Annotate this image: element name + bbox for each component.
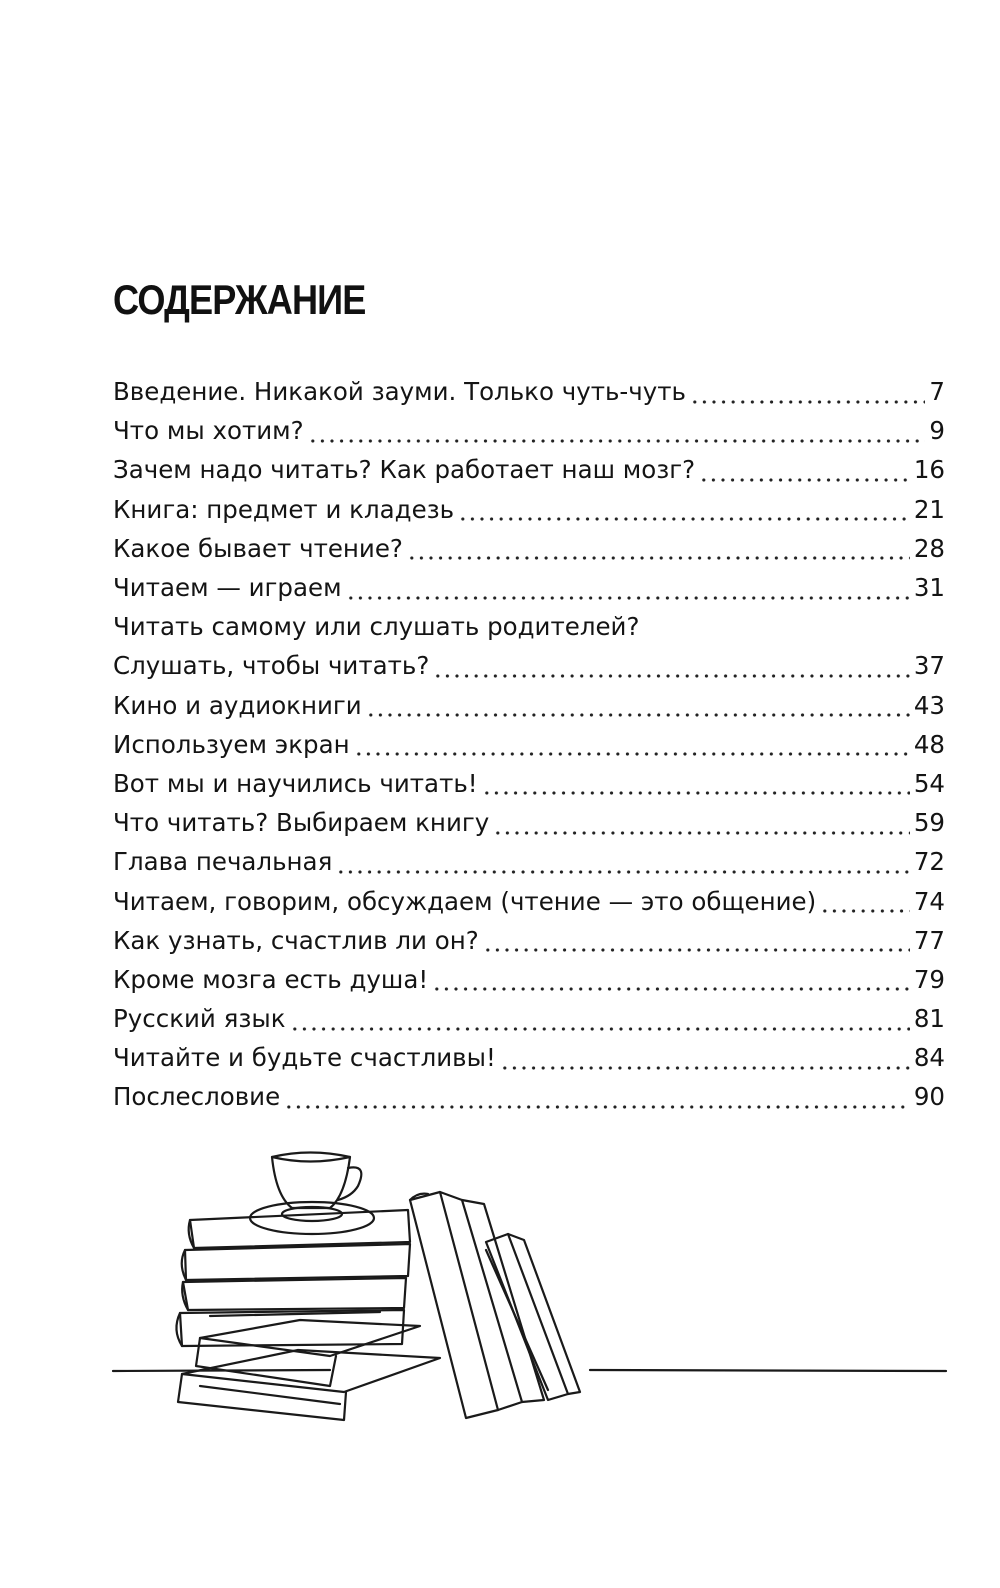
toc-entry xyxy=(113,921,945,960)
leaning-books-icon xyxy=(410,1192,580,1418)
toc-entry-title: Слушать, чтобы читать? xyxy=(113,651,430,681)
toc-entry-title: Читаем — играем xyxy=(113,573,342,603)
toc-leader-dots xyxy=(284,1085,910,1109)
toc-leader-dots xyxy=(690,380,925,404)
toc-entry-title: Кроме мозга есть душа! xyxy=(113,964,429,994)
toc-entry xyxy=(113,372,945,411)
toc-entry-title: Что мы хотим? xyxy=(113,416,304,446)
toc-leader-dots xyxy=(308,419,926,443)
toc-entry xyxy=(113,1077,945,1116)
toc-entry-title: Используем экран xyxy=(113,729,350,759)
toc-entry xyxy=(113,725,945,764)
toc-leader-dots xyxy=(407,536,910,560)
toc-leader-dots xyxy=(432,967,910,991)
books-and-cup-line-drawing-icon xyxy=(0,1130,1000,1430)
toc-entry-title: Русский язык xyxy=(113,1004,286,1034)
toc-entry-page: 72 xyxy=(913,847,945,877)
toc-entry-page: 37 xyxy=(913,651,945,681)
toc-entry xyxy=(113,646,945,685)
toc-entry xyxy=(113,686,945,725)
toc-entry-title: Читать самому или слушать родителей? xyxy=(113,612,640,642)
toc-leader-dots xyxy=(290,1007,910,1031)
toc-entry-title: Зачем надо читать? Как работает наш мозг? xyxy=(113,455,696,485)
toc-entry xyxy=(113,607,945,646)
toc-entry-title: Кино и аудиокниги xyxy=(113,690,362,720)
toc-entry xyxy=(113,529,945,568)
toc-leader-dots xyxy=(493,811,910,835)
toc-entry-title: Как узнать, счастлив ли он? xyxy=(113,925,479,955)
toc-entry-title: Глава печальная xyxy=(113,847,333,877)
toc-entry xyxy=(113,842,945,881)
toc-leader-dots xyxy=(820,889,910,913)
toc-entry-page: 74 xyxy=(913,886,945,916)
toc-entry-title: Что читать? Выбираем книгу xyxy=(113,808,490,838)
toc-leader-dots xyxy=(433,654,909,678)
toc-entry-page: 16 xyxy=(913,455,945,485)
toc-entry xyxy=(113,1038,945,1077)
toc-entry-title: Какое бывает чтение? xyxy=(113,533,403,563)
toc-entry-page: 79 xyxy=(913,964,945,994)
toc-leader-dots xyxy=(483,928,910,952)
toc-entry-page: 84 xyxy=(913,1043,945,1073)
toc-entry xyxy=(113,490,945,529)
toc-entry-page: 48 xyxy=(913,729,945,759)
toc-entry xyxy=(113,764,945,803)
toc-entry-title: Читаем, говорим, обсуждаем (чтение — это общение) xyxy=(113,886,817,916)
toc-leader-dots xyxy=(366,693,910,717)
toc-entry-title: Послесловие xyxy=(113,1082,281,1112)
toc-entry-title: Книга: предмет и кладезь xyxy=(113,494,455,524)
toc-leader-dots xyxy=(500,1046,910,1070)
toc-leader-dots xyxy=(458,497,910,521)
toc-entry-page: 90 xyxy=(913,1082,945,1112)
toc-entry-page: 81 xyxy=(913,1004,945,1034)
toc-entry xyxy=(113,960,945,999)
toc-entry-page: 21 xyxy=(913,494,945,524)
toc-entry xyxy=(113,803,945,842)
toc-entry xyxy=(113,450,945,489)
toc-entry-page: 7 xyxy=(929,377,945,407)
page-title: СОДЕРЖАНИЕ xyxy=(113,276,366,323)
toc-leader-dots xyxy=(346,576,910,600)
toc-entry-title: Введение. Никакой зауми. Только чуть-чуть xyxy=(113,377,686,407)
toc-entry xyxy=(113,881,945,920)
table-line xyxy=(113,1370,946,1371)
toc-entry xyxy=(113,411,945,450)
toc-leader-dots xyxy=(482,771,910,795)
toc-entry xyxy=(113,999,945,1038)
toc-entry-page: 43 xyxy=(913,690,945,720)
toc-leader-dots xyxy=(336,850,910,874)
toc-entry-page: 59 xyxy=(913,808,945,838)
toc-entry-page: 54 xyxy=(913,768,945,798)
toc-entry-title: Читайте и будьте счастливы! xyxy=(113,1043,496,1073)
cup-icon xyxy=(250,1153,374,1235)
toc-entry-page: 31 xyxy=(913,573,945,603)
toc-entry-page: 77 xyxy=(913,925,945,955)
toc-entry-page: 9 xyxy=(929,416,945,446)
toc-leader-dots xyxy=(354,732,910,756)
toc-entry-title: Вот мы и научились читать! xyxy=(113,768,478,798)
toc-entry-page: 28 xyxy=(913,533,945,563)
table-of-contents xyxy=(113,372,945,1117)
book-stack-icon xyxy=(176,1210,440,1420)
toc-leader-dots xyxy=(699,458,910,482)
toc-entry xyxy=(113,568,945,607)
